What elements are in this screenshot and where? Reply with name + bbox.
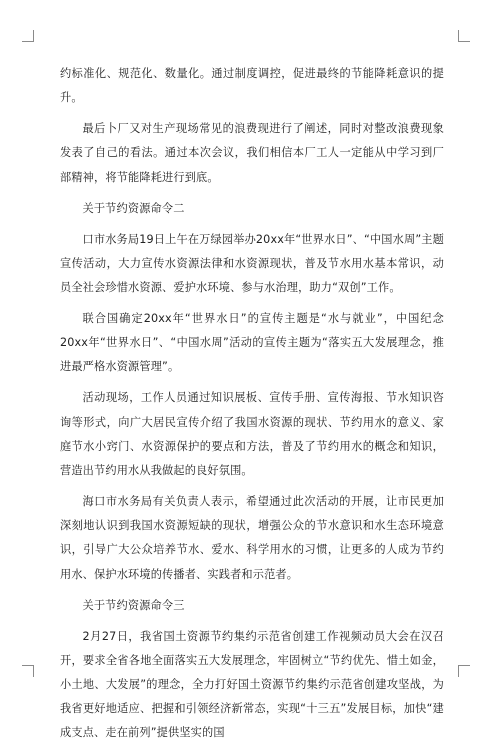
paragraph-closing-remarks: 最后卜厂又对生产现场常见的浪费现进行了阐述，同时对整改浪费现象发表了自己的看法。通过本次会议，我们相信本厂工人一定能从中学习到厂部精神，将节能降耗进行到底。	[60, 122, 444, 184]
paragraph-activity-scene: 活动现场，工作人员通过知识展板、宣传手册、宣传海报、节水知识咨询等形式，向广大居民宣传介绍了我国水资源的现状、节约用水的意义、家庭节水小窍门、水资源保护的要点和方法，普及了节约用水的概念和知识，营造出节约用水从我做起的良好氛围。	[60, 391, 444, 478]
paragraph-land-resources: 2月27日，我省国土资源节约集约示范省创建工作视频动员大会在汉召开，要求全省各地全面落实五大发展理念，牢固树立“节约优先、惜土如金，小土地、大发展”的理念，全力打好国土资源节约集约示范省创建攻坚战，为我省更好地适应、把握和引领经济新常态，实现“十三五”发展目标，加快“建成支点、走在前列”提供坚实的国	[60, 629, 444, 740]
paragraph-continuation: 约标准化、规范化、数量化。通过制度调控，促进最终的节能降耗意识的提升。	[60, 67, 444, 105]
paragraph-theme: 联合国确定20xx年“世界水日”的宣传主题是“水与就业”，中国纪念20xx年“世界水日”、“中国水周”活动的宣传主题为“落实五大发展理念，推进最严格水资源管理”。	[60, 312, 444, 374]
paragraph-water-day-event: 口市水务局19日上午在万绿园举办20xx年“世界水日”、“中国水周”主题宣传活动，大力宣传水资源法律和水资源现状，普及节水用水基本常识，动员全社会珍惜水资源、爱护水环境、参与水治理，助力“双创”工作。	[60, 232, 444, 295]
paragraph-official-statement: 海口市水务局有关负责人表示，希望通过此次活动的开展，让市民更加深刻地认识到我国水资源短缺的现状，增强公众的节水意识和水生态环境意识，引导广大公众培养节水、爱水、科学用水的习惯，让更多的人成为节约用水、保护水环境的传播者、实践者和示范者。	[60, 495, 444, 581]
document-body	[60, 62, 444, 752]
section-heading-2: 关于节约资源命令二	[82, 201, 185, 215]
section-heading-3: 关于节约资源命令三	[82, 598, 185, 612]
